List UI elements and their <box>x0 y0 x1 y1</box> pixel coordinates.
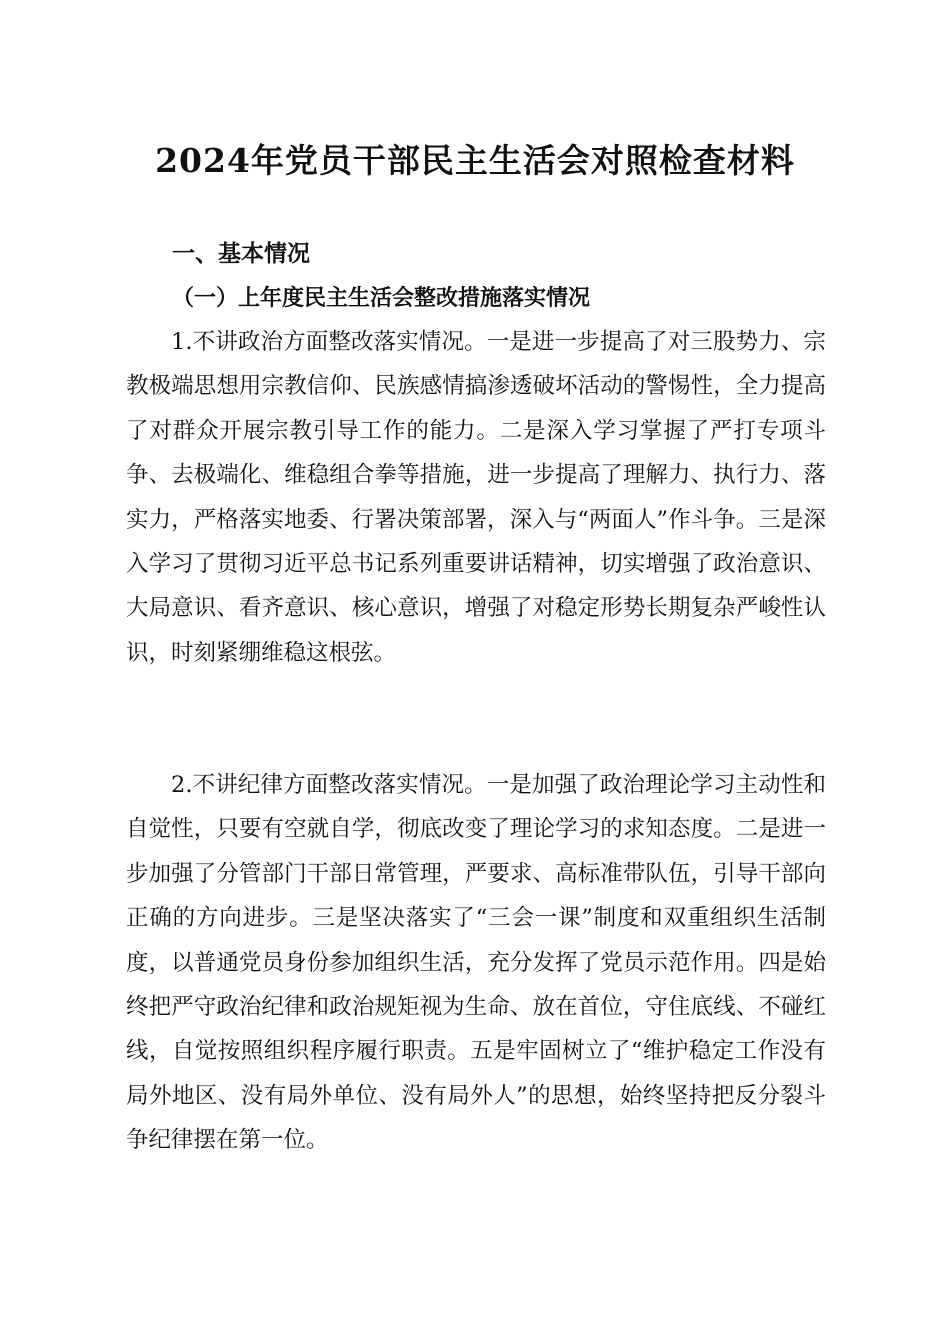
section-heading-basic-situation: 一、基本情况 <box>172 241 310 267</box>
body-paragraph-1: 1.不讲政治方面整改落实情况。一是进一步提高了对三股势力、宗教极端思想用宗教信仰、民族感情搞渗透破坏活动的警惕性，全力提高了对群众开展宗教引导工作的能力。二是深入学习掌握了严打专项斗争、去极端化、维稳组合拳等措施，进一步提高了理解力、执行力、落实力，严格落实地委、行署决策部署，深入与“两面人”作斗争。三是深入学习了贯彻习近平总书记系列重要讲话精神，切实增强了政治意识、大局意识、看齐意识、核心意识，增强了对稳定形势长期复杂严峻性认识，时刻紧绷维稳这根弦。 <box>126 329 826 666</box>
document-title: 2024年党员干部民主生活会对照检查材料 <box>155 141 795 180</box>
subsection-heading-rectification: （一）上年度民主生活会整改措施落实情况 <box>172 285 591 311</box>
body-paragraph-2: 2.不讲纪律方面整改落实情况。一是加强了政治理论学习主动性和自觉性，只要有空就自学，彻底改变了理论学习的求知态度。二是进一步加强了分管部门干部日常管理，严要求、高标准带队伍，引导干部向正确的方向进步。三是坚决落实了“三会一课”制度和双重组织生活制度，以普通党员身份参加组织生活，充分发挥了党员示范作用。四是始终把严守政治纪律和政治规矩视为生命、放在首位，守住底线、不碰红线，自觉按照组织程序履行职责。五是牢固树立了“维护稳定工作没有局外地区、没有局外单位、没有局外人”的思想，始终坚持把反分裂斗争纪律摆在第一位。 <box>126 772 826 1154</box>
